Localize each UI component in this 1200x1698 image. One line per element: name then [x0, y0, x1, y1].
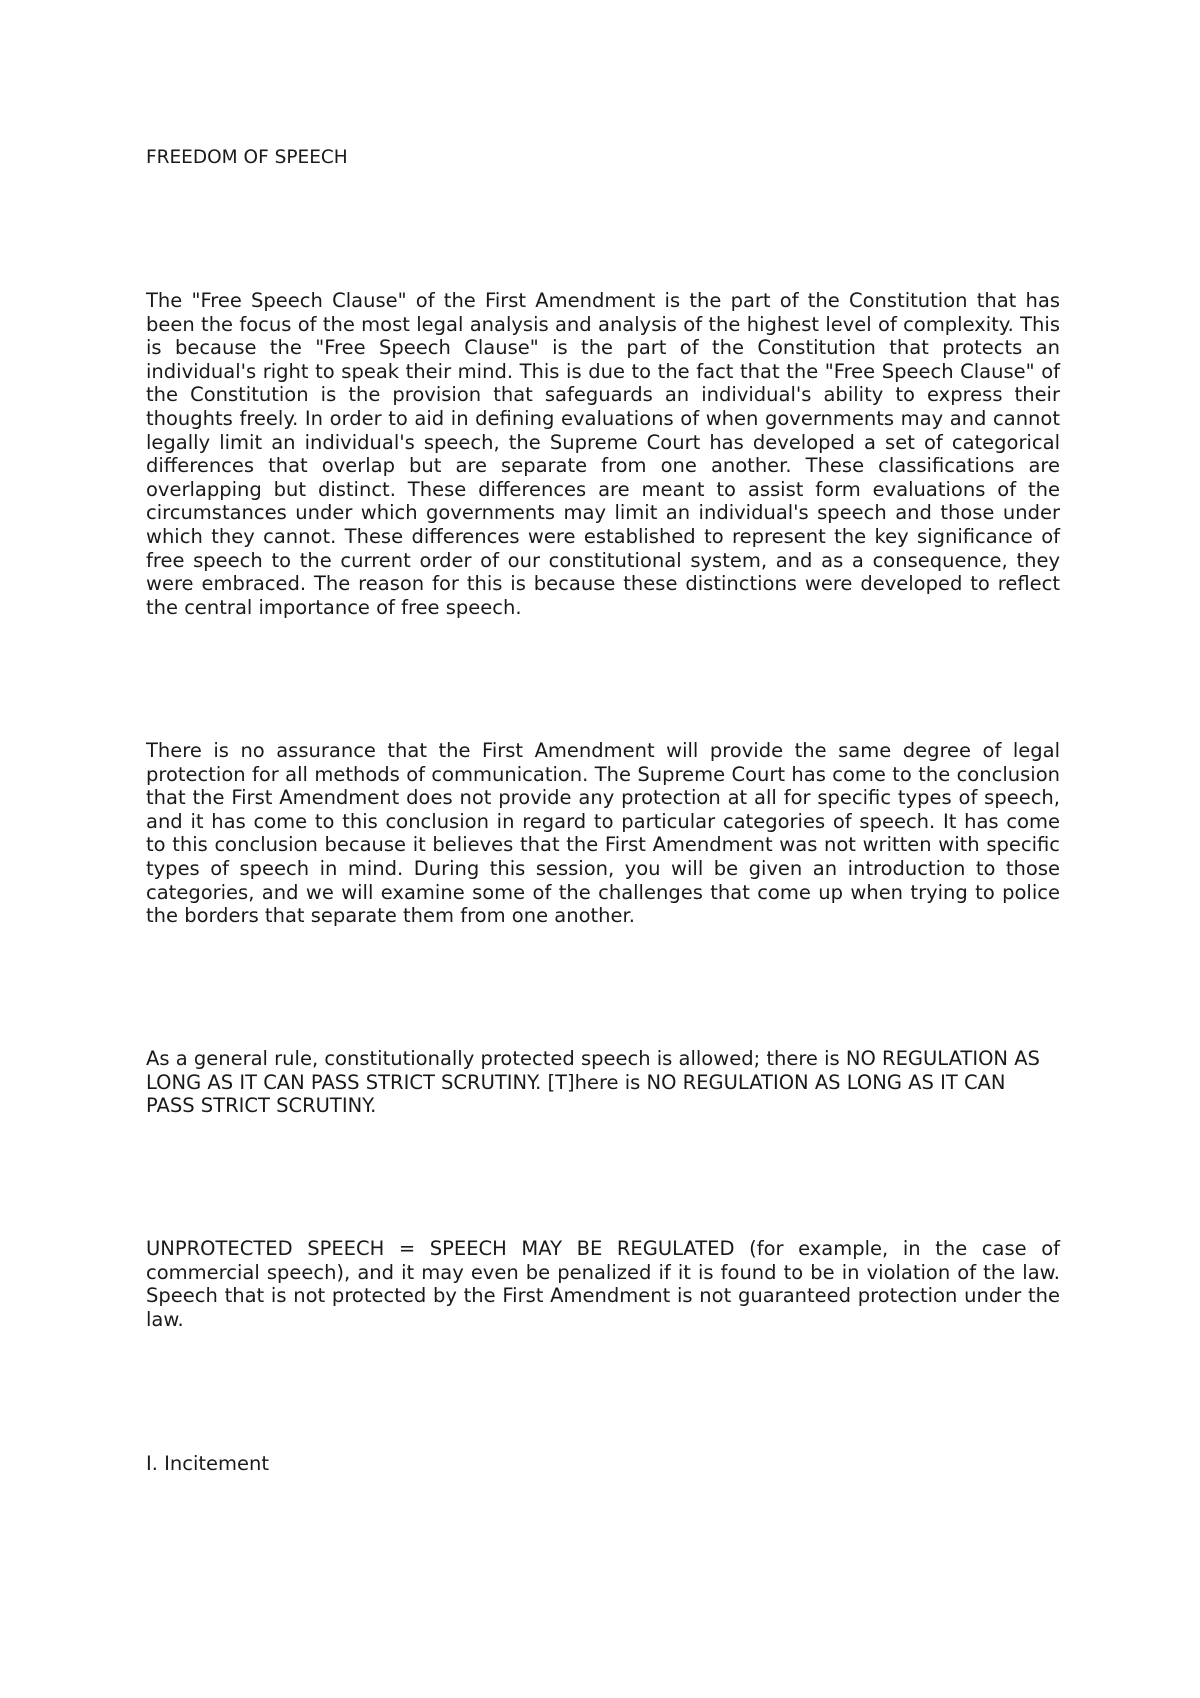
paragraph-general-rule: As a general rule, constitutionally protected speech is allowed; there is NO REGULATION AS LONG AS IT CAN PASS STRICT SCRUTINY. [T]here is NO REGULATION AS LONG AS IT CAN PASS STRICT SCRUTINY. [146, 1047, 1040, 1118]
paragraph-no-assurance: There is no assurance that the First Amendment will provide the same degree of legal protection for all methods of communication. The Supreme Court has come to the conclusion that the First Amendment does not provide any protection at all for specific types of speech, and it has come to this conclusion in regard to particular categories of speech. It has come to this conclusion because it believes that the First Amendment was not written with specific types of speech in mind. During this session, you will be given an introduction to those categories, and we will examine some of the challenges that come up when trying to police the borders that separate them from one another. [146, 739, 1060, 928]
section-heading-incitement: I. Incitement [146, 1452, 270, 1475]
paragraph-free-speech-clause: The "Free Speech Clause" of the First Amendment is the part of the Constitution that has been the focus of the most legal analysis and analysis of the highest level of complexity. This is because the "Free Speech Clause" is the part of the Constitution that protects an individual's right to speak their mind. This is due to the fact that the "Free Speech Clause" of the Constitution is the provision that safeguards an individual's ability to express their thoughts freely. In order to aid in defining evaluations of when governments may and cannot legally limit an individual's speech, the Supreme Court has developed a set of categorical differences that overlap but are separate from one another. These classifications are overlapping but distinct. These differences are meant to assist form evaluations of the circumstances under which governments may limit an individual's speech and those under which they cannot. These differences were established to represent the key significance of free speech to the current order of our constitutional system, and as a consequence, they were embraced. The reason for this is because these distinctions were developed to reflect the central importance of free speech. [146, 289, 1060, 619]
document-title: FREEDOM OF SPEECH [146, 147, 348, 168]
paragraph-unprotected-speech: UNPROTECTED SPEECH = SPEECH MAY BE REGULATED (for example, in the case of commercial speech), and it may even be penalized if it is found to be in violation of the law. Speech that is not protected by the First Amendment is not guaranteed protection under the law. [146, 1237, 1060, 1331]
